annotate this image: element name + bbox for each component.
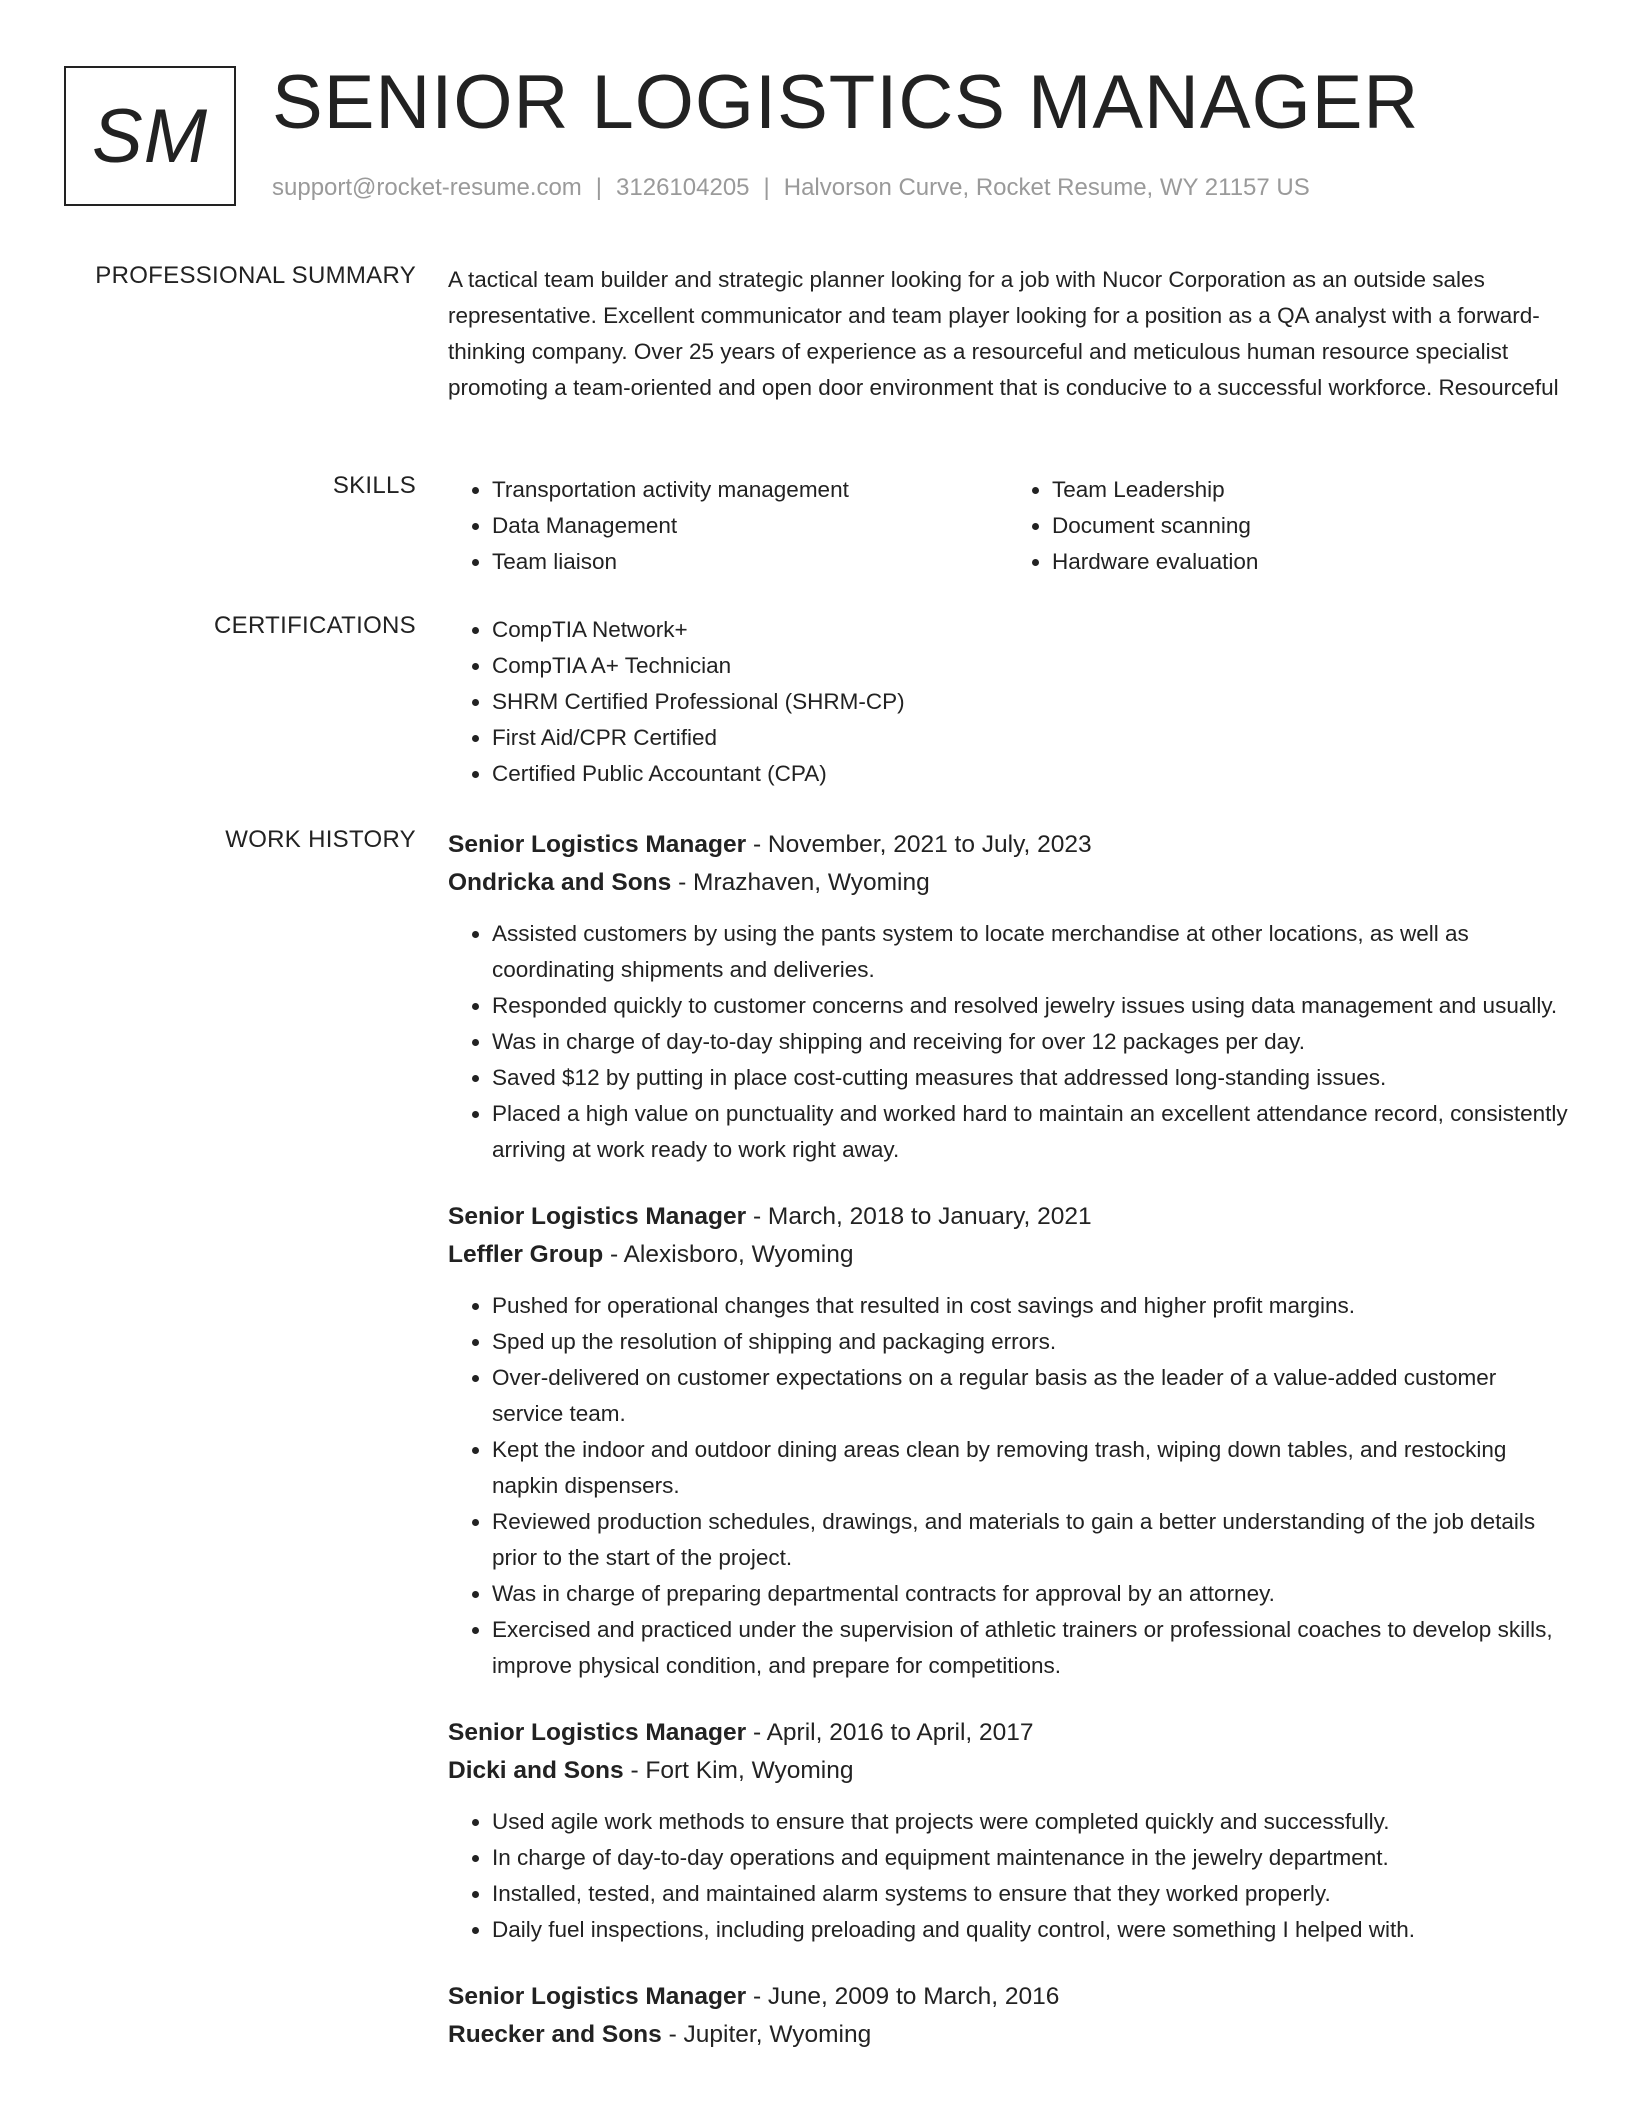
job-entry [448, 826, 1568, 1168]
job-company-line [448, 864, 1568, 902]
job-bullet: • Pushed for operational changes that resulted in cost savings and higher profit margins. [492, 1288, 1568, 1324]
job-company: Dicki and Sons [448, 1757, 624, 1784]
work-history-body [448, 826, 1568, 2084]
skill-item: • Data Management [492, 508, 1008, 544]
summary-body [448, 262, 1568, 406]
job-bullet: • Kept the indoor and outdoor dining areas clean by removing trash, wiping down tables, and restocking napkin dispensers. [492, 1432, 1568, 1504]
job-location: - Jupiter, Wyoming [661, 2021, 872, 2048]
job-dates: - November, 2021 to July, 2023 [746, 831, 1092, 858]
job-bullet: • Saved $12 by putting in place cost-cutting measures that addressed long-standing issues. [492, 1060, 1568, 1096]
job-location: - Fort Kim, Wyoming [623, 1757, 854, 1784]
job-bullet: • Daily fuel inspections, including preloading and quality control, were something I helped with. [492, 1912, 1568, 1948]
skill-item: • Team Leadership [1052, 472, 1568, 508]
job-bullets [448, 916, 1568, 1168]
contact-address: Halvorson Curve, Rocket Resume, WY 21157 US [783, 174, 1310, 201]
job-bullets [448, 1288, 1568, 1684]
job-company-line [448, 1236, 1568, 1274]
job-bullet: • Used agile work methods to ensure that projects were completed quickly and successfully. [492, 1804, 1568, 1840]
job-title-line [448, 1714, 1568, 1752]
job-title-line [448, 1198, 1568, 1236]
certification-item: • First Aid/CPR Certified [492, 720, 1568, 756]
job-bullet: • Over-delivered on customer expectations on a regular basis as the leader of a value-added customer service team. [492, 1360, 1568, 1432]
contact-separator: | [763, 174, 770, 201]
job-dates: - June, 2009 to March, 2016 [746, 1983, 1060, 2010]
contact-email[interactable]: support@rocket-resume.com [272, 174, 582, 201]
job-title: Senior Logistics Manager [448, 1983, 747, 2010]
certification-item: • SHRM Certified Professional (SHRM-CP) [492, 684, 1568, 720]
job-bullet: • Assisted customers by using the pants system to locate merchandise at other locations, as well as coordinating shipments and deliveries. [492, 916, 1568, 988]
job-bullets [448, 1804, 1568, 1948]
job-bullet: • In charge of day-to-day operations and equipment maintenance in the jewelry department. [492, 1840, 1568, 1876]
job-company-line [448, 1752, 1568, 1790]
job-title-line [448, 1978, 1568, 2016]
skill-item: • Team liaison [492, 544, 1008, 580]
section-label-work-history: WORK HISTORY [225, 826, 416, 853]
job-title: Senior Logistics Manager [448, 1719, 747, 1746]
job-company: Ruecker and Sons [448, 2021, 662, 2048]
job-company: Ondricka and Sons [448, 869, 672, 896]
job-bullet: • Placed a high value on punctuality and worked hard to maintain an excellent attendance record, consistently arriving at work ready to work right away. [492, 1096, 1568, 1168]
skills-list-left [448, 472, 1008, 580]
job-bullet: • Reviewed production schedules, drawings, and materials to gain a better understanding of the job details prior to the start of the project. [492, 1504, 1568, 1576]
section-label-summary: PROFESSIONAL SUMMARY [95, 262, 416, 289]
job-bullet: • Responded quickly to customer concerns and resolved jewelry issues using data management and usually. [492, 988, 1568, 1024]
skill-item: • Document scanning [1052, 508, 1568, 544]
job-entry [448, 1714, 1568, 1948]
job-location: - Alexisboro, Wyoming [603, 1241, 854, 1268]
job-bullet: • Sped up the resolution of shipping and packaging errors. [492, 1324, 1568, 1360]
monogram-logo: SM [64, 66, 236, 206]
job-bullet: • Was in charge of preparing departmental contracts for approval by an attorney. [492, 1576, 1568, 1612]
skill-item: • Hardware evaluation [1052, 544, 1568, 580]
job-company-line [448, 2016, 1568, 2054]
skills-body [448, 472, 1568, 580]
job-title-line [448, 826, 1568, 864]
contact-phone[interactable]: 3126104205 [616, 174, 750, 201]
certifications-body [448, 612, 1568, 792]
job-dates: - March, 2018 to January, 2021 [746, 1203, 1092, 1230]
job-title: Senior Logistics Manager [448, 1203, 747, 1230]
section-label-skills: SKILLS [332, 472, 416, 499]
certifications-list [448, 612, 1568, 792]
job-location: - Mrazhaven, Wyoming [671, 869, 930, 896]
summary-text: A tactical team builder and strategic planner looking for a job with Nucor Corporation as an outside sales representative. Excellent communicator and team player looking for a position as a QA analyst with a forward-thinking company. Over 25 years of experience as a resourceful and meticulous human resource specialist promoting a team-oriented and open door environment that is conducive to a successful workforce. Resourceful [448, 267, 1559, 400]
job-title: Senior Logistics Manager [448, 831, 747, 858]
job-company: Leffler Group [448, 1241, 604, 1268]
certification-item: • CompTIA Network+ [492, 612, 1568, 648]
resume-title: SENIOR LOGISTICS MANAGER [272, 60, 1420, 145]
contact-separator: | [595, 174, 603, 201]
skill-item: • Transportation activity management [492, 472, 1008, 508]
job-bullet: • Installed, tested, and maintained alarm systems to ensure that they worked properly. [492, 1876, 1568, 1912]
contact-line [272, 174, 1310, 202]
section-label-certifications: CERTIFICATIONS [214, 612, 416, 639]
job-entry [448, 1198, 1568, 1684]
job-bullet: • Exercised and practiced under the supervision of athletic trainers or professional coaches to develop skills, improve physical condition, and prepare for competitions. [492, 1612, 1568, 1684]
job-dates: - April, 2016 to April, 2017 [746, 1719, 1034, 1746]
skills-list-right [1008, 472, 1568, 580]
job-bullet: • Was in charge of day-to-day shipping and receiving for over 12 packages per day. [492, 1024, 1568, 1060]
certification-item: • Certified Public Accountant (CPA) [492, 756, 1568, 792]
certification-item: • CompTIA A+ Technician [492, 648, 1568, 684]
job-entry [448, 1978, 1568, 2054]
